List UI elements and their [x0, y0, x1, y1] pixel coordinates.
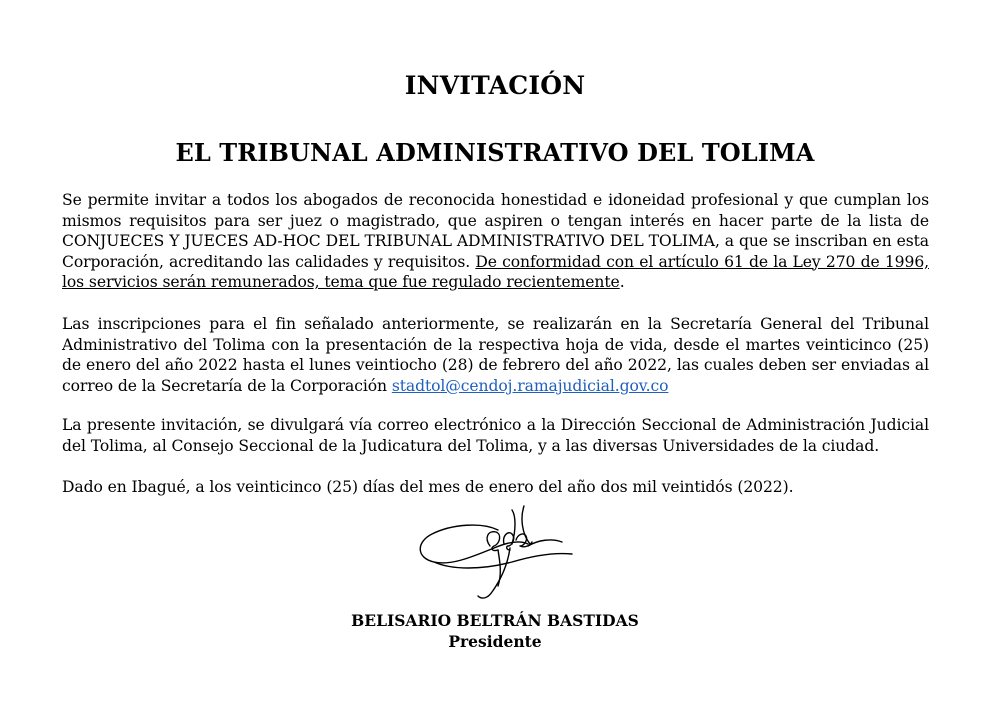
paragraph-invitation	[62, 190, 929, 293]
paragraph-dissemination: La presente invitación, se divulgará vía correo electrónico a la Dirección Seccional de Administración Judicial del Tolima, al Consejo Seccional de la Judicatura del Tolima, y a las diversas Universidades de la ciudad.	[62, 416, 929, 455]
handwritten-signature	[412, 500, 582, 610]
document-title: INVITACIÓN	[404, 71, 586, 100]
signer-role: Presidente	[448, 632, 542, 651]
paragraph-date-place: Dado en Ibagué, a los veinticinco (25) días del mes de enero del año dos mil veintidós (2022).	[62, 478, 794, 496]
email-link[interactable]: stadtol@cendoj.ramajudicial.gov.co	[391, 376, 669, 395]
paragraph-invitation-end: .	[619, 273, 625, 291]
signer-name: BELISARIO BELTRÁN BASTIDAS	[351, 611, 639, 630]
paragraph-invitation-text: Se permite invitar a todos los abogados de reconocida honestidad e idoneidad profesional y que cumplan los mismos requisitos para ser juez o magistrado, que aspiren o tengan interés en hacer parte de la lista de CONJUECES Y JUECES AD-HOC DEL TRIBUNAL ADMINISTRATIVO DEL TOLIMA, a que se inscriban en esta Corporación, acreditando las calidades y requisitos.	[62, 191, 929, 271]
paragraph-invitation-underlined: De conformidad con el artículo 61 de la Ley 270 de 1996, los servicios serán remunerados, tema que fue regulado recientemente	[62, 252, 929, 291]
paragraph-inscriptions-text: Las inscripciones para el fin señalado anteriormente, se realizarán en la Secretaría General del Tribunal Administrativo del Tolima con la presentación de la respectiva hoja de vida, desde el martes veinticinco (25) de enero del año 2022 hasta el lunes veintiocho (28) de febrero del año 2022, las cuales deben ser enviadas al correo de la Secretaría de la Corporación	[62, 315, 929, 395]
document-subtitle: EL TRIBUNAL ADMINISTRATIVO DEL TOLIMA	[175, 138, 815, 167]
paragraph-inscriptions	[62, 314, 929, 396]
